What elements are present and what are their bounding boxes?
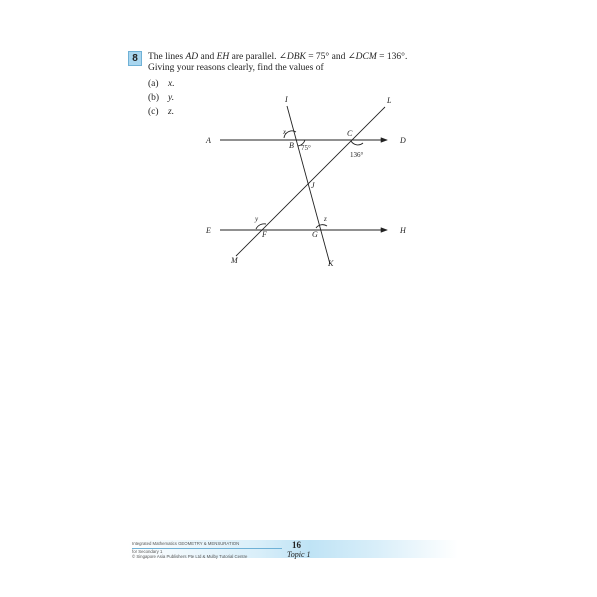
topic-label: Topic 1 — [287, 550, 311, 559]
question-line-2: Giving your reasons clearly, find the values of — [148, 63, 324, 73]
label-j: J — [311, 181, 315, 190]
label-b: B — [289, 141, 294, 150]
part-c: (c) z. — [148, 107, 175, 117]
angle-z-arc — [316, 225, 327, 228]
angle-136-label: 136° — [350, 151, 364, 159]
angle-y-label: y — [255, 215, 259, 223]
footer-book-title: Integrated Mathematics GEOMETRY & MENSURATION — [132, 541, 240, 546]
footer-book-level: for Secondary 1 — [132, 549, 163, 554]
label-g: G — [312, 230, 318, 239]
page-number: 16 — [292, 540, 301, 550]
label-k: K — [328, 259, 334, 268]
footer-copyright: © Singapore Asia Publishers Pte Ltd & Mulby Tutorial Centre — [132, 554, 248, 559]
label-h: H — [400, 226, 406, 235]
label-d: D — [400, 136, 406, 145]
label-m: M — [231, 256, 238, 265]
angle-x-label: x — [283, 128, 287, 136]
question-line-1: The lines AD and EH are parallel. ∠DBK = 75° and ∠DCM = 136°. — [148, 52, 408, 62]
label-l: L — [387, 96, 392, 105]
label-f: F — [262, 230, 267, 239]
angle-z-label: z — [324, 215, 327, 223]
angle-136-arc — [351, 141, 363, 145]
label-i: I — [285, 95, 288, 104]
angle-y-arc — [256, 224, 266, 229]
line-ik — [287, 106, 330, 264]
label-a: A — [206, 136, 211, 145]
part-a: (a) x. — [148, 79, 175, 89]
label-c: C — [347, 129, 353, 138]
angle-75-label: 75° — [301, 144, 311, 152]
question-number: 8 — [128, 51, 142, 66]
label-e: E — [206, 226, 211, 235]
part-b: (b) y. — [148, 93, 175, 103]
